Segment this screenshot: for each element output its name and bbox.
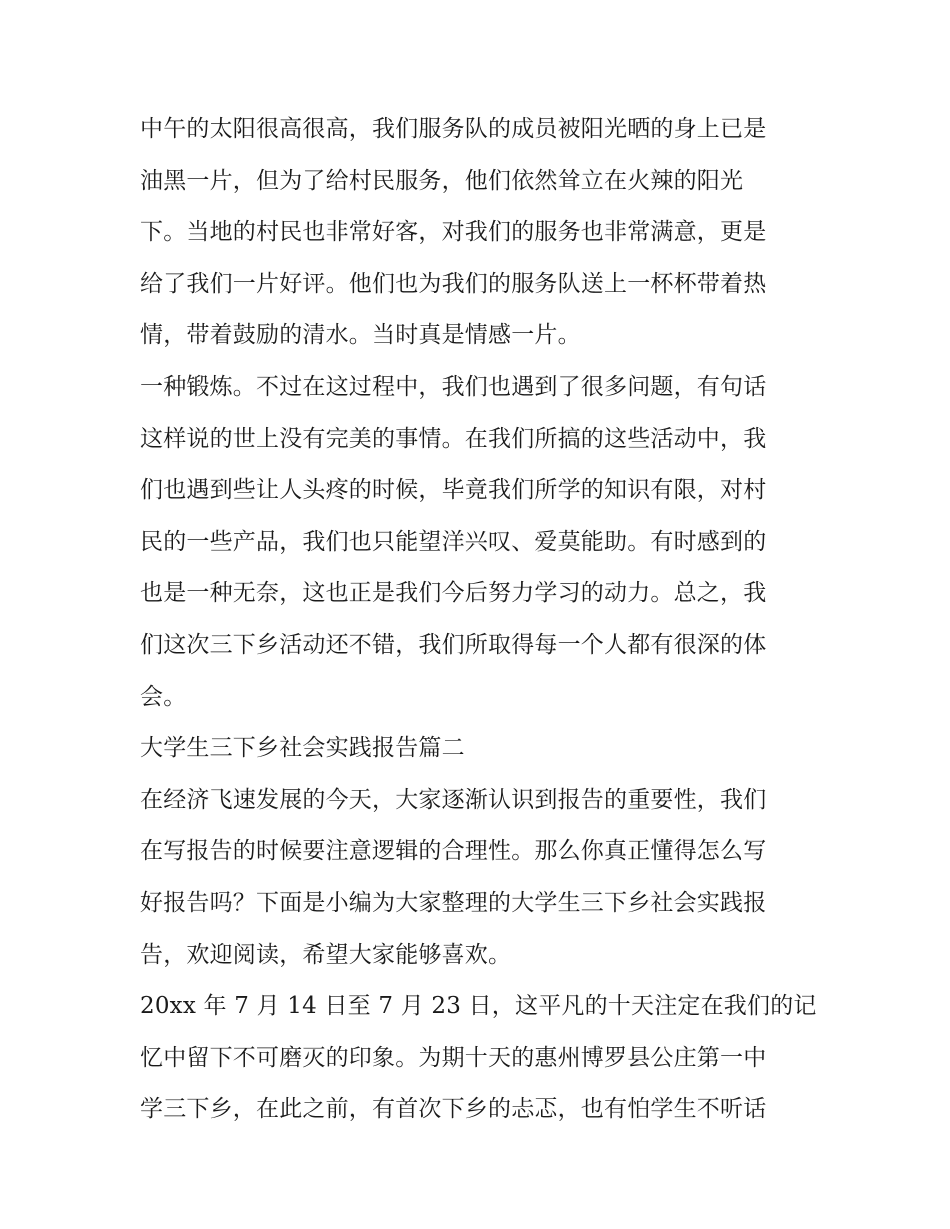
text-line: 民的一些产品，我们也只能望洋兴叹、爱莫能助。有时感到的 — [140, 528, 767, 555]
section-heading: 大学生三下乡社会实践报告篇二 — [140, 735, 465, 762]
text-line: 在经济飞速发展的今天，大家逐渐认识到报告的重要性，我们 — [140, 786, 767, 813]
text-line: 情，带着鼓励的清水。当时真是情感一片。 — [140, 322, 581, 349]
text-line: 一种锻炼。不过在这过程中，我们也遇到了很多问题，有句话 — [140, 373, 767, 400]
text-line: 油黑一片，但为了给村民服务，他们依然耸立在火辣的阳光 — [140, 167, 744, 194]
text-line: 学三下乡，在此之前，有首次下乡的忐忑，也有怕学生不听话 — [140, 1096, 767, 1123]
text-line: 给了我们一片好评。他们也为我们的服务队送上一杯杯带着热 — [140, 270, 767, 297]
text-line: 们这次三下乡活动还不错，我们所取得每一个人都有很深的体 — [140, 631, 767, 658]
text-line: 在写报告的时候要注意逻辑的合理性。那么你真正懂得怎么写 — [140, 838, 767, 865]
text-line: 这样说的世上没有完美的事情。在我们所搞的这些活动中，我 — [140, 425, 767, 452]
text-line: 忆中留下不可磨灭的印象。为期十天的惠州博罗县公庄第一中 — [140, 1044, 767, 1071]
text-line: 们也遇到些让人头疼的时候，毕竟我们所学的知识有限，对村 — [140, 477, 767, 504]
text-line: 告，欢迎阅读，希望大家能够喜欢。 — [140, 941, 512, 968]
text-line: 中午的太阳很高很高，我们服务队的成员被阳光晒的身上已是 — [140, 116, 767, 142]
document-body — [140, 104, 820, 1136]
text-line: 也是一种无奈，这也正是我们今后努力学习的动力。总之，我 — [140, 580, 767, 607]
text-line: 好报告吗？下面是小编为大家整理的大学生三下乡社会实践报 — [140, 889, 767, 916]
text-line: 20xx 年 7 月 14 日至 7 月 23 日，这平凡的十天注定在我们的记 — [140, 993, 817, 1020]
text-line: 下。当地的村民也非常好客，对我们的服务也非常满意，更是 — [140, 219, 767, 246]
text-line: 会。 — [140, 683, 187, 710]
